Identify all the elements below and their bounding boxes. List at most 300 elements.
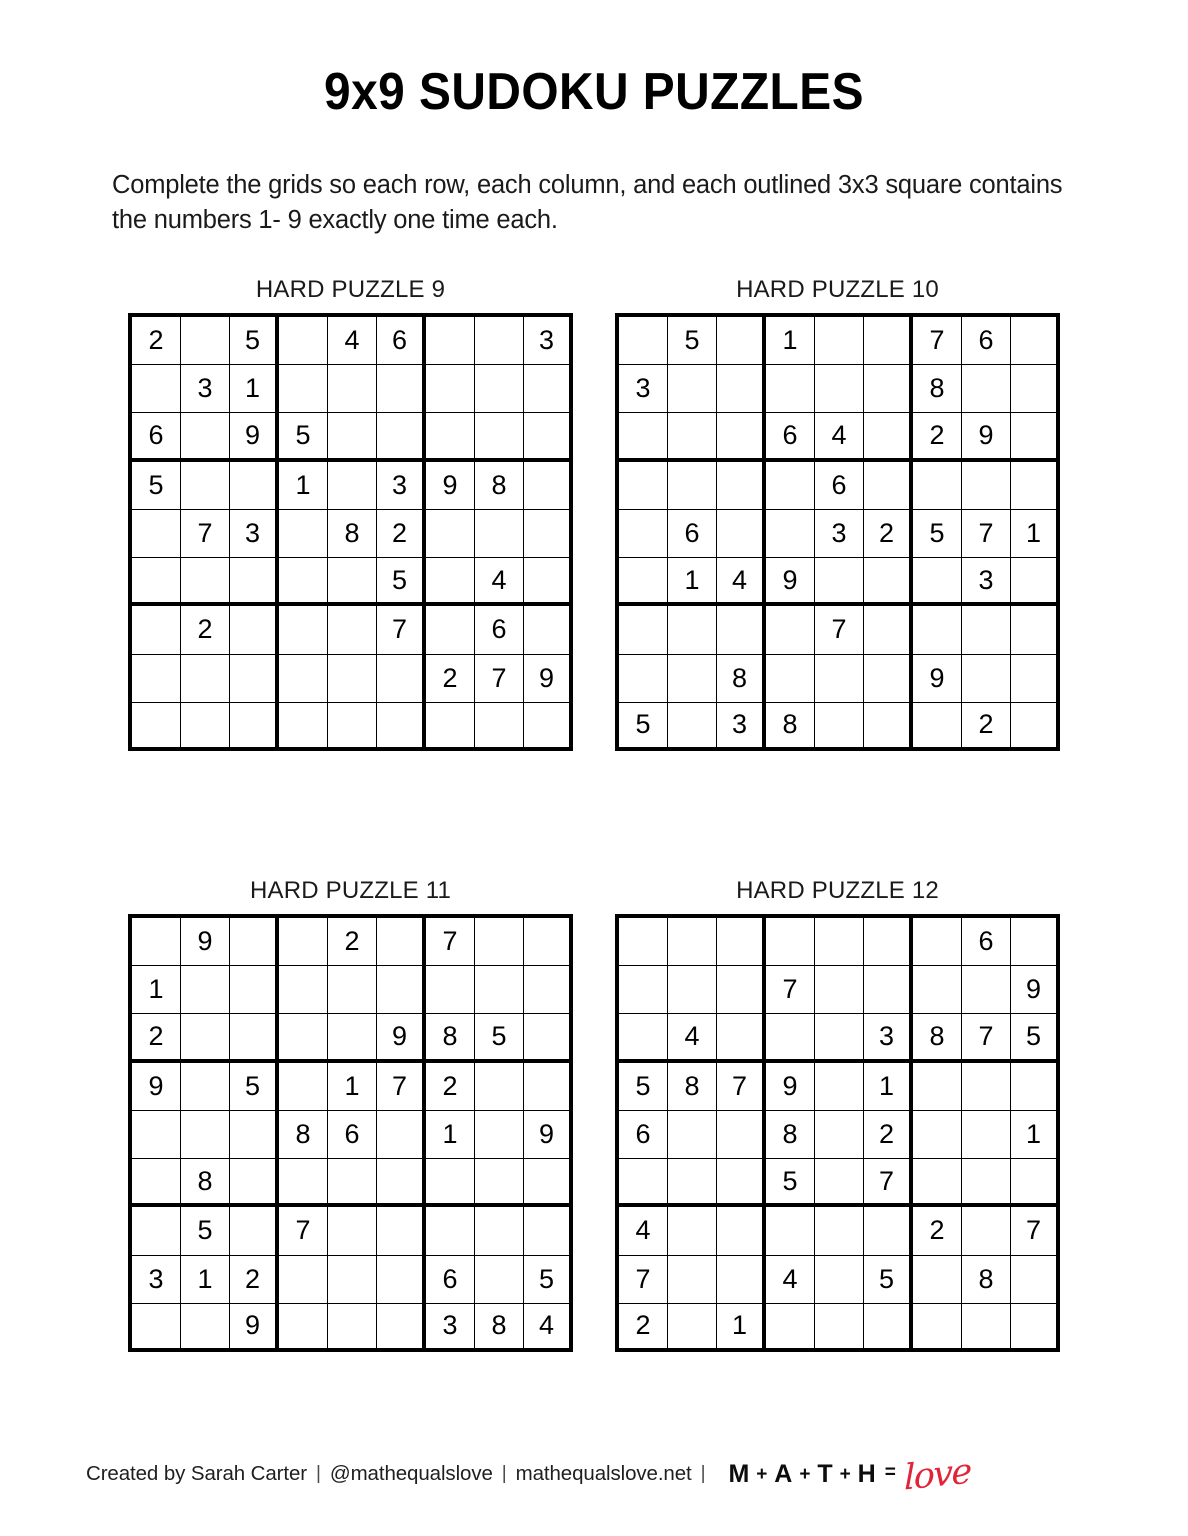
sudoku-cell[interactable] bbox=[524, 1159, 573, 1207]
sudoku-cell[interactable] bbox=[717, 510, 766, 558]
sudoku-cell[interactable] bbox=[717, 317, 766, 365]
sudoku-cell[interactable] bbox=[913, 1256, 962, 1304]
sudoku-cell[interactable] bbox=[181, 703, 230, 751]
sudoku-cell[interactable]: 4 bbox=[668, 1014, 717, 1062]
sudoku-cell[interactable] bbox=[475, 317, 524, 365]
sudoku-cell[interactable] bbox=[1011, 1304, 1060, 1352]
sudoku-cell[interactable]: 1 bbox=[766, 317, 815, 365]
sudoku-cell[interactable] bbox=[524, 365, 573, 413]
sudoku-cell[interactable] bbox=[475, 413, 524, 461]
sudoku-cell[interactable] bbox=[1011, 1063, 1060, 1111]
sudoku-cell[interactable] bbox=[377, 1304, 426, 1352]
sudoku-cell[interactable] bbox=[864, 1304, 913, 1352]
sudoku-cell[interactable]: 1 bbox=[328, 1063, 377, 1111]
sudoku-cell[interactable] bbox=[279, 1304, 328, 1352]
sudoku-cell[interactable] bbox=[1011, 558, 1060, 606]
sudoku-cell[interactable] bbox=[475, 510, 524, 558]
sudoku-cell[interactable] bbox=[864, 462, 913, 510]
sudoku-cell[interactable]: 1 bbox=[132, 966, 181, 1014]
sudoku-cell[interactable]: 5 bbox=[668, 317, 717, 365]
sudoku-cell[interactable] bbox=[377, 413, 426, 461]
sudoku-cell[interactable]: 9 bbox=[230, 413, 279, 461]
sudoku-cell[interactable] bbox=[132, 655, 181, 703]
sudoku-cell[interactable] bbox=[377, 655, 426, 703]
sudoku-cell[interactable] bbox=[815, 365, 864, 413]
sudoku-cell[interactable] bbox=[132, 558, 181, 606]
sudoku-cell[interactable]: 2 bbox=[181, 606, 230, 654]
sudoku-cell[interactable]: 8 bbox=[475, 1304, 524, 1352]
sudoku-cell[interactable] bbox=[864, 918, 913, 966]
sudoku-cell[interactable] bbox=[132, 703, 181, 751]
puzzle-11-grid[interactable] bbox=[128, 914, 573, 1352]
sudoku-cell[interactable] bbox=[279, 365, 328, 413]
sudoku-cell[interactable] bbox=[181, 1304, 230, 1352]
sudoku-cell[interactable] bbox=[913, 918, 962, 966]
sudoku-cell[interactable] bbox=[815, 1063, 864, 1111]
sudoku-cell[interactable]: 2 bbox=[377, 510, 426, 558]
sudoku-cell[interactable] bbox=[181, 1063, 230, 1111]
sudoku-cell[interactable] bbox=[377, 1159, 426, 1207]
sudoku-cell[interactable]: 2 bbox=[962, 703, 1011, 751]
sudoku-cell[interactable] bbox=[815, 918, 864, 966]
sudoku-cell[interactable]: 3 bbox=[132, 1256, 181, 1304]
sudoku-cell[interactable] bbox=[1011, 1159, 1060, 1207]
sudoku-cell[interactable] bbox=[279, 1256, 328, 1304]
sudoku-cell[interactable]: 8 bbox=[913, 365, 962, 413]
puzzle-9-grid[interactable] bbox=[128, 313, 573, 751]
sudoku-cell[interactable] bbox=[1011, 462, 1060, 510]
sudoku-cell[interactable]: 1 bbox=[230, 365, 279, 413]
sudoku-cell[interactable]: 8 bbox=[668, 1063, 717, 1111]
sudoku-cell[interactable] bbox=[377, 703, 426, 751]
sudoku-cell[interactable]: 2 bbox=[864, 510, 913, 558]
sudoku-cell[interactable] bbox=[132, 1207, 181, 1255]
sudoku-cell[interactable]: 4 bbox=[619, 1207, 668, 1255]
sudoku-cell[interactable] bbox=[524, 918, 573, 966]
sudoku-cell[interactable] bbox=[717, 966, 766, 1014]
sudoku-cell[interactable]: 9 bbox=[426, 462, 475, 510]
sudoku-cell[interactable] bbox=[1011, 655, 1060, 703]
sudoku-cell[interactable]: 8 bbox=[328, 510, 377, 558]
sudoku-cell[interactable]: 3 bbox=[815, 510, 864, 558]
sudoku-cell[interactable]: 3 bbox=[377, 462, 426, 510]
sudoku-cell[interactable]: 5 bbox=[230, 317, 279, 365]
sudoku-cell[interactable] bbox=[426, 317, 475, 365]
sudoku-cell[interactable] bbox=[815, 1111, 864, 1159]
sudoku-cell[interactable] bbox=[717, 606, 766, 654]
sudoku-cell[interactable] bbox=[864, 558, 913, 606]
sudoku-cell[interactable] bbox=[279, 655, 328, 703]
sudoku-cell[interactable] bbox=[230, 462, 279, 510]
sudoku-cell[interactable] bbox=[132, 1159, 181, 1207]
sudoku-cell[interactable] bbox=[328, 558, 377, 606]
sudoku-cell[interactable] bbox=[668, 1159, 717, 1207]
sudoku-cell[interactable] bbox=[524, 1063, 573, 1111]
sudoku-cell[interactable]: 5 bbox=[619, 1063, 668, 1111]
sudoku-cell[interactable] bbox=[913, 966, 962, 1014]
sudoku-cell[interactable] bbox=[913, 462, 962, 510]
sudoku-cell[interactable] bbox=[766, 462, 815, 510]
sudoku-cell[interactable] bbox=[132, 606, 181, 654]
sudoku-cell[interactable]: 5 bbox=[619, 703, 668, 751]
sudoku-cell[interactable] bbox=[1011, 413, 1060, 461]
sudoku-cell[interactable] bbox=[181, 462, 230, 510]
sudoku-cell[interactable] bbox=[279, 558, 328, 606]
sudoku-cell[interactable] bbox=[619, 918, 668, 966]
sudoku-cell[interactable] bbox=[1011, 703, 1060, 751]
sudoku-cell[interactable] bbox=[230, 966, 279, 1014]
puzzle-12-grid[interactable] bbox=[615, 914, 1060, 1352]
sudoku-cell[interactable]: 7 bbox=[1011, 1207, 1060, 1255]
sudoku-cell[interactable] bbox=[815, 317, 864, 365]
sudoku-cell[interactable]: 3 bbox=[962, 558, 1011, 606]
sudoku-cell[interactable] bbox=[962, 1111, 1011, 1159]
sudoku-cell[interactable] bbox=[619, 462, 668, 510]
sudoku-cell[interactable] bbox=[1011, 1256, 1060, 1304]
sudoku-cell[interactable] bbox=[864, 966, 913, 1014]
sudoku-cell[interactable]: 1 bbox=[717, 1304, 766, 1352]
sudoku-cell[interactable]: 5 bbox=[864, 1256, 913, 1304]
sudoku-cell[interactable] bbox=[132, 1111, 181, 1159]
sudoku-cell[interactable]: 5 bbox=[132, 462, 181, 510]
sudoku-cell[interactable] bbox=[181, 966, 230, 1014]
sudoku-cell[interactable] bbox=[619, 1159, 668, 1207]
sudoku-cell[interactable] bbox=[132, 365, 181, 413]
sudoku-cell[interactable]: 7 bbox=[426, 918, 475, 966]
sudoku-cell[interactable] bbox=[377, 1207, 426, 1255]
sudoku-cell[interactable] bbox=[864, 655, 913, 703]
sudoku-cell[interactable]: 4 bbox=[328, 317, 377, 365]
sudoku-cell[interactable] bbox=[717, 1014, 766, 1062]
sudoku-cell[interactable] bbox=[230, 558, 279, 606]
sudoku-cell[interactable] bbox=[913, 1111, 962, 1159]
sudoku-cell[interactable]: 5 bbox=[377, 558, 426, 606]
sudoku-cell[interactable]: 9 bbox=[766, 1063, 815, 1111]
sudoku-cell[interactable] bbox=[230, 606, 279, 654]
sudoku-cell[interactable]: 4 bbox=[766, 1256, 815, 1304]
sudoku-cell[interactable]: 1 bbox=[181, 1256, 230, 1304]
sudoku-cell[interactable]: 7 bbox=[717, 1063, 766, 1111]
sudoku-cell[interactable] bbox=[864, 703, 913, 751]
sudoku-cell[interactable] bbox=[328, 655, 377, 703]
sudoku-cell[interactable]: 5 bbox=[279, 413, 328, 461]
sudoku-cell[interactable] bbox=[279, 703, 328, 751]
sudoku-cell[interactable] bbox=[279, 510, 328, 558]
sudoku-cell[interactable]: 5 bbox=[181, 1207, 230, 1255]
sudoku-cell[interactable]: 8 bbox=[181, 1159, 230, 1207]
sudoku-cell[interactable] bbox=[815, 966, 864, 1014]
sudoku-cell[interactable] bbox=[475, 703, 524, 751]
sudoku-cell[interactable]: 3 bbox=[524, 317, 573, 365]
sudoku-cell[interactable] bbox=[717, 1256, 766, 1304]
sudoku-cell[interactable] bbox=[717, 462, 766, 510]
sudoku-cell[interactable] bbox=[668, 1256, 717, 1304]
sudoku-cell[interactable] bbox=[619, 966, 668, 1014]
sudoku-cell[interactable]: 6 bbox=[132, 413, 181, 461]
sudoku-cell[interactable] bbox=[328, 1256, 377, 1304]
sudoku-cell[interactable]: 4 bbox=[524, 1304, 573, 1352]
sudoku-cell[interactable] bbox=[475, 1256, 524, 1304]
sudoku-cell[interactable] bbox=[426, 558, 475, 606]
sudoku-cell[interactable] bbox=[619, 413, 668, 461]
sudoku-cell[interactable] bbox=[475, 1207, 524, 1255]
sudoku-cell[interactable] bbox=[962, 966, 1011, 1014]
sudoku-cell[interactable]: 3 bbox=[426, 1304, 475, 1352]
sudoku-cell[interactable] bbox=[377, 918, 426, 966]
sudoku-cell[interactable] bbox=[864, 317, 913, 365]
sudoku-cell[interactable] bbox=[913, 558, 962, 606]
sudoku-cell[interactable]: 4 bbox=[717, 558, 766, 606]
sudoku-cell[interactable] bbox=[230, 1207, 279, 1255]
sudoku-cell[interactable] bbox=[668, 655, 717, 703]
sudoku-cell[interactable]: 8 bbox=[913, 1014, 962, 1062]
sudoku-cell[interactable] bbox=[328, 1207, 377, 1255]
sudoku-cell[interactable] bbox=[279, 606, 328, 654]
sudoku-cell[interactable] bbox=[913, 1304, 962, 1352]
sudoku-cell[interactable]: 7 bbox=[962, 510, 1011, 558]
sudoku-cell[interactable] bbox=[815, 1256, 864, 1304]
sudoku-cell[interactable] bbox=[524, 1207, 573, 1255]
sudoku-cell[interactable] bbox=[668, 1304, 717, 1352]
sudoku-cell[interactable]: 8 bbox=[426, 1014, 475, 1062]
sudoku-cell[interactable] bbox=[668, 918, 717, 966]
sudoku-cell[interactable] bbox=[962, 655, 1011, 703]
sudoku-cell[interactable] bbox=[815, 1159, 864, 1207]
sudoku-cell[interactable]: 9 bbox=[230, 1304, 279, 1352]
sudoku-cell[interactable] bbox=[181, 655, 230, 703]
sudoku-cell[interactable] bbox=[524, 606, 573, 654]
sudoku-cell[interactable] bbox=[864, 1207, 913, 1255]
sudoku-cell[interactable] bbox=[328, 1304, 377, 1352]
sudoku-cell[interactable] bbox=[328, 413, 377, 461]
sudoku-cell[interactable] bbox=[181, 1014, 230, 1062]
sudoku-cell[interactable] bbox=[815, 1304, 864, 1352]
sudoku-cell[interactable] bbox=[766, 1304, 815, 1352]
sudoku-cell[interactable] bbox=[426, 510, 475, 558]
sudoku-cell[interactable] bbox=[426, 966, 475, 1014]
sudoku-cell[interactable] bbox=[377, 1111, 426, 1159]
sudoku-cell[interactable] bbox=[524, 966, 573, 1014]
sudoku-cell[interactable]: 6 bbox=[668, 510, 717, 558]
sudoku-cell[interactable] bbox=[864, 365, 913, 413]
sudoku-cell[interactable] bbox=[279, 1159, 328, 1207]
sudoku-cell[interactable]: 5 bbox=[1011, 1014, 1060, 1062]
sudoku-cell[interactable]: 1 bbox=[1011, 510, 1060, 558]
sudoku-cell[interactable]: 5 bbox=[766, 1159, 815, 1207]
sudoku-cell[interactable]: 3 bbox=[181, 365, 230, 413]
sudoku-cell[interactable] bbox=[962, 462, 1011, 510]
sudoku-cell[interactable]: 4 bbox=[475, 558, 524, 606]
sudoku-cell[interactable] bbox=[619, 510, 668, 558]
sudoku-cell[interactable]: 2 bbox=[426, 1063, 475, 1111]
sudoku-cell[interactable]: 8 bbox=[766, 1111, 815, 1159]
sudoku-cell[interactable]: 7 bbox=[279, 1207, 328, 1255]
sudoku-cell[interactable] bbox=[328, 462, 377, 510]
sudoku-cell[interactable]: 9 bbox=[962, 413, 1011, 461]
sudoku-cell[interactable] bbox=[962, 1063, 1011, 1111]
sudoku-cell[interactable]: 9 bbox=[524, 655, 573, 703]
sudoku-cell[interactable] bbox=[668, 1207, 717, 1255]
sudoku-cell[interactable]: 6 bbox=[815, 462, 864, 510]
sudoku-cell[interactable]: 2 bbox=[328, 918, 377, 966]
sudoku-cell[interactable] bbox=[962, 1207, 1011, 1255]
sudoku-cell[interactable] bbox=[132, 918, 181, 966]
sudoku-cell[interactable] bbox=[668, 606, 717, 654]
sudoku-cell[interactable]: 1 bbox=[279, 462, 328, 510]
sudoku-cell[interactable] bbox=[475, 918, 524, 966]
sudoku-cell[interactable] bbox=[328, 966, 377, 1014]
sudoku-cell[interactable] bbox=[766, 655, 815, 703]
sudoku-cell[interactable] bbox=[230, 1111, 279, 1159]
sudoku-cell[interactable] bbox=[377, 966, 426, 1014]
sudoku-cell[interactable]: 2 bbox=[230, 1256, 279, 1304]
sudoku-cell[interactable] bbox=[1011, 918, 1060, 966]
sudoku-cell[interactable] bbox=[619, 606, 668, 654]
sudoku-cell[interactable]: 6 bbox=[377, 317, 426, 365]
sudoku-cell[interactable] bbox=[524, 558, 573, 606]
sudoku-cell[interactable]: 9 bbox=[132, 1063, 181, 1111]
sudoku-cell[interactable] bbox=[717, 918, 766, 966]
sudoku-cell[interactable] bbox=[426, 413, 475, 461]
sudoku-cell[interactable] bbox=[230, 1014, 279, 1062]
sudoku-cell[interactable] bbox=[328, 365, 377, 413]
sudoku-cell[interactable]: 7 bbox=[181, 510, 230, 558]
sudoku-cell[interactable]: 7 bbox=[377, 606, 426, 654]
sudoku-cell[interactable]: 7 bbox=[475, 655, 524, 703]
sudoku-cell[interactable]: 7 bbox=[815, 606, 864, 654]
sudoku-cell[interactable]: 1 bbox=[668, 558, 717, 606]
sudoku-cell[interactable] bbox=[815, 1207, 864, 1255]
sudoku-cell[interactable]: 1 bbox=[1011, 1111, 1060, 1159]
sudoku-cell[interactable] bbox=[230, 1159, 279, 1207]
sudoku-cell[interactable] bbox=[668, 1111, 717, 1159]
sudoku-cell[interactable] bbox=[475, 365, 524, 413]
sudoku-cell[interactable] bbox=[475, 1111, 524, 1159]
sudoku-cell[interactable]: 7 bbox=[913, 317, 962, 365]
sudoku-cell[interactable] bbox=[328, 1159, 377, 1207]
sudoku-cell[interactable] bbox=[913, 1159, 962, 1207]
sudoku-cell[interactable]: 2 bbox=[913, 413, 962, 461]
sudoku-cell[interactable]: 9 bbox=[377, 1014, 426, 1062]
sudoku-cell[interactable] bbox=[766, 510, 815, 558]
sudoku-cell[interactable]: 9 bbox=[766, 558, 815, 606]
sudoku-cell[interactable] bbox=[279, 1063, 328, 1111]
sudoku-cell[interactable]: 2 bbox=[426, 655, 475, 703]
sudoku-cell[interactable]: 6 bbox=[426, 1256, 475, 1304]
sudoku-cell[interactable]: 5 bbox=[913, 510, 962, 558]
sudoku-cell[interactable] bbox=[619, 655, 668, 703]
sudoku-cell[interactable]: 8 bbox=[475, 462, 524, 510]
sudoku-cell[interactable] bbox=[766, 918, 815, 966]
sudoku-cell[interactable] bbox=[377, 365, 426, 413]
sudoku-cell[interactable] bbox=[328, 606, 377, 654]
sudoku-cell[interactable] bbox=[962, 365, 1011, 413]
sudoku-cell[interactable] bbox=[524, 413, 573, 461]
sudoku-cell[interactable] bbox=[619, 317, 668, 365]
sudoku-cell[interactable] bbox=[279, 918, 328, 966]
sudoku-cell[interactable] bbox=[864, 413, 913, 461]
sudoku-cell[interactable]: 5 bbox=[475, 1014, 524, 1062]
sudoku-cell[interactable] bbox=[619, 558, 668, 606]
sudoku-cell[interactable]: 5 bbox=[524, 1256, 573, 1304]
sudoku-cell[interactable]: 3 bbox=[619, 365, 668, 413]
sudoku-cell[interactable] bbox=[717, 1207, 766, 1255]
sudoku-cell[interactable]: 6 bbox=[475, 606, 524, 654]
sudoku-cell[interactable] bbox=[717, 413, 766, 461]
sudoku-cell[interactable]: 1 bbox=[864, 1063, 913, 1111]
sudoku-cell[interactable] bbox=[717, 1111, 766, 1159]
sudoku-cell[interactable] bbox=[377, 1256, 426, 1304]
sudoku-cell[interactable]: 9 bbox=[1011, 966, 1060, 1014]
sudoku-cell[interactable] bbox=[815, 655, 864, 703]
sudoku-cell[interactable] bbox=[913, 606, 962, 654]
sudoku-cell[interactable]: 8 bbox=[717, 655, 766, 703]
sudoku-cell[interactable] bbox=[524, 510, 573, 558]
sudoku-cell[interactable] bbox=[815, 1014, 864, 1062]
sudoku-cell[interactable] bbox=[230, 918, 279, 966]
sudoku-cell[interactable]: 2 bbox=[132, 1014, 181, 1062]
sudoku-cell[interactable] bbox=[766, 1014, 815, 1062]
sudoku-cell[interactable] bbox=[913, 703, 962, 751]
sudoku-cell[interactable] bbox=[132, 1304, 181, 1352]
sudoku-cell[interactable] bbox=[815, 558, 864, 606]
sudoku-cell[interactable]: 8 bbox=[766, 703, 815, 751]
sudoku-cell[interactable] bbox=[524, 1014, 573, 1062]
sudoku-cell[interactable] bbox=[766, 1207, 815, 1255]
sudoku-cell[interactable] bbox=[475, 1063, 524, 1111]
sudoku-cell[interactable] bbox=[475, 1159, 524, 1207]
sudoku-cell[interactable] bbox=[328, 1014, 377, 1062]
sudoku-cell[interactable] bbox=[962, 606, 1011, 654]
sudoku-cell[interactable] bbox=[279, 966, 328, 1014]
sudoku-cell[interactable] bbox=[426, 606, 475, 654]
sudoku-cell[interactable] bbox=[181, 413, 230, 461]
sudoku-cell[interactable]: 7 bbox=[766, 966, 815, 1014]
sudoku-cell[interactable]: 2 bbox=[913, 1207, 962, 1255]
sudoku-cell[interactable] bbox=[524, 703, 573, 751]
sudoku-cell[interactable] bbox=[426, 1159, 475, 1207]
sudoku-cell[interactable] bbox=[426, 1207, 475, 1255]
sudoku-cell[interactable]: 6 bbox=[962, 317, 1011, 365]
sudoku-cell[interactable] bbox=[181, 317, 230, 365]
sudoku-cell[interactable] bbox=[524, 462, 573, 510]
sudoku-cell[interactable]: 6 bbox=[962, 918, 1011, 966]
sudoku-cell[interactable]: 6 bbox=[619, 1111, 668, 1159]
sudoku-cell[interactable] bbox=[1011, 606, 1060, 654]
sudoku-cell[interactable] bbox=[426, 703, 475, 751]
sudoku-cell[interactable] bbox=[328, 703, 377, 751]
sudoku-cell[interactable]: 2 bbox=[619, 1304, 668, 1352]
sudoku-cell[interactable]: 7 bbox=[377, 1063, 426, 1111]
sudoku-cell[interactable]: 6 bbox=[328, 1111, 377, 1159]
sudoku-cell[interactable]: 3 bbox=[717, 703, 766, 751]
sudoku-cell[interactable]: 4 bbox=[815, 413, 864, 461]
sudoku-cell[interactable] bbox=[230, 703, 279, 751]
sudoku-cell[interactable] bbox=[962, 1159, 1011, 1207]
sudoku-cell[interactable]: 8 bbox=[962, 1256, 1011, 1304]
sudoku-cell[interactable] bbox=[766, 365, 815, 413]
sudoku-cell[interactable]: 7 bbox=[619, 1256, 668, 1304]
sudoku-cell[interactable] bbox=[668, 966, 717, 1014]
sudoku-cell[interactable] bbox=[668, 365, 717, 413]
sudoku-cell[interactable] bbox=[230, 655, 279, 703]
sudoku-cell[interactable] bbox=[279, 317, 328, 365]
sudoku-cell[interactable] bbox=[717, 1159, 766, 1207]
sudoku-cell[interactable] bbox=[426, 365, 475, 413]
sudoku-cell[interactable] bbox=[1011, 317, 1060, 365]
puzzle-10-grid[interactable] bbox=[615, 313, 1060, 751]
sudoku-cell[interactable]: 9 bbox=[524, 1111, 573, 1159]
